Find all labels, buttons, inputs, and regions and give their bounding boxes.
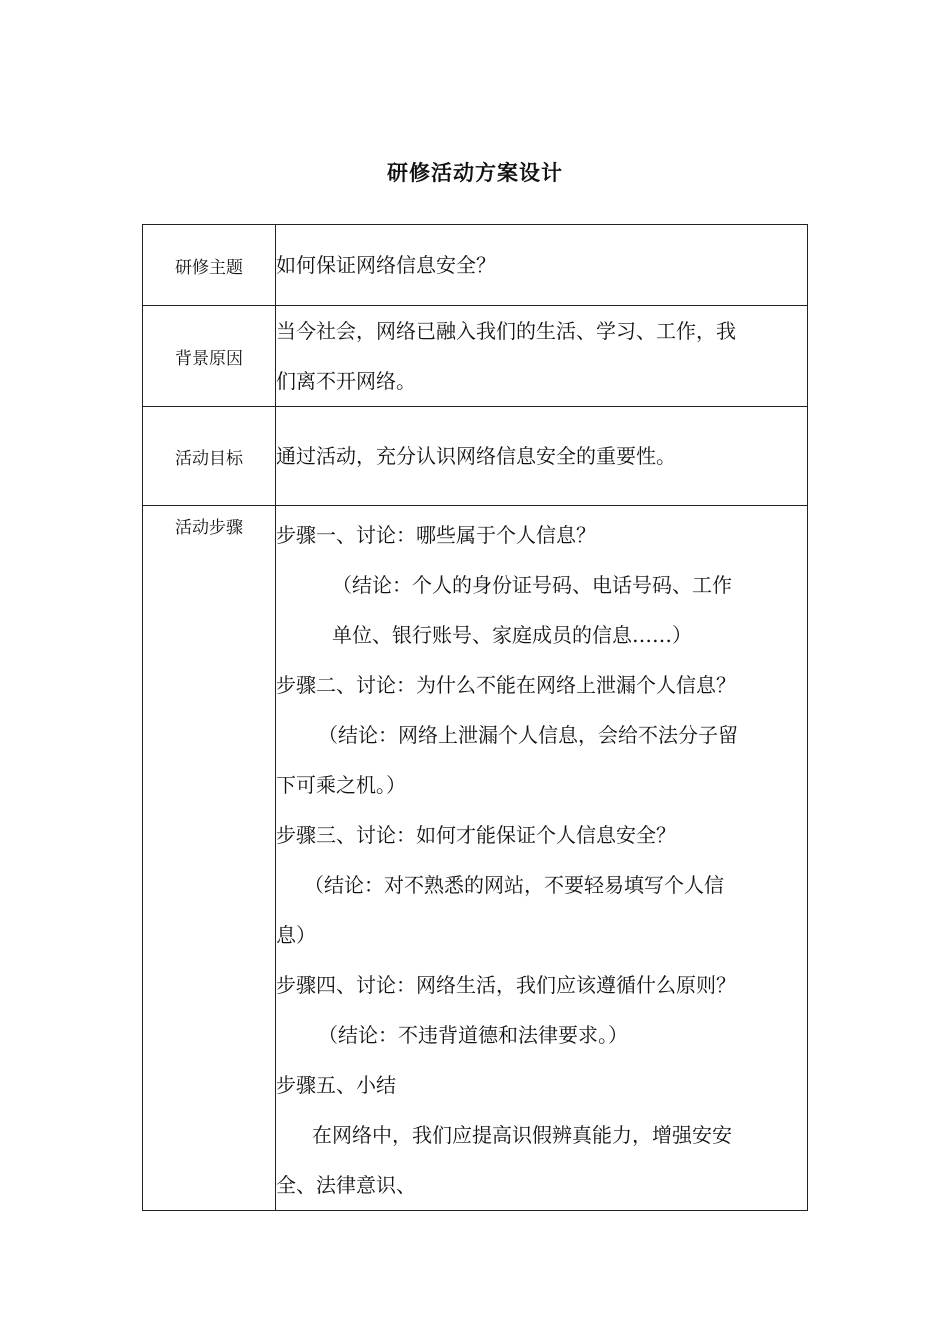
theme-text: 如何保证网络信息安全？: [276, 253, 496, 277]
summary-line-1: 在网络中，我们应提高识假辨真能力，增强安安: [312, 1123, 732, 1147]
step-3-conclusion-line-1: （结论：对不熟悉的网站，不要轻易填写个人信: [304, 873, 724, 897]
step-1-heading: 步骤一、讨论：哪些属于个人信息？: [276, 523, 596, 547]
step-4-conclusion: （结论：不违背道德和法律要求。）: [318, 1023, 628, 1047]
background-line-2: 们离不开网络。: [276, 369, 416, 393]
content-goal: [276, 407, 808, 506]
goal-text: 通过活动，充分认识网络信息安全的重要性。: [276, 444, 676, 468]
table-row-steps: [143, 506, 808, 1211]
label-theme: 研修主题: [143, 225, 276, 306]
content-steps: [276, 506, 808, 1211]
step-1-conclusion-line-2: 单位、银行账号、家庭成员的信息……）: [332, 623, 692, 647]
table-row-background: [143, 306, 808, 407]
label-background: 背景原因: [143, 306, 276, 407]
step-1-conclusion-line-1: （结论：个人的身份证号码、电话号码、工作: [332, 573, 732, 597]
table-row-goal: [143, 407, 808, 506]
content-background: [276, 306, 808, 407]
step-4-heading: 步骤四、讨论：网络生活，我们应该遵循什么原则？: [276, 973, 736, 997]
table-row-theme: [143, 225, 808, 306]
page-title: 研修活动方案设计: [387, 160, 563, 185]
label-steps: 活动步骤: [143, 506, 276, 1211]
step-2-conclusion-line-2: 下可乘之机。）: [276, 773, 406, 797]
step-3-conclusion-line-2: 息）: [276, 923, 316, 947]
activity-plan-table: [142, 224, 808, 1211]
summary-line-2: 全、法律意识、: [276, 1173, 416, 1197]
step-2-conclusion-line-1: （结论：网络上泄漏个人信息，会给不法分子留: [318, 723, 738, 747]
content-theme: [276, 225, 808, 306]
background-line-1: 当今社会，网络已融入我们的生活、学习、工作，我: [276, 319, 736, 343]
label-goal: 活动目标: [143, 407, 276, 506]
step-5-heading: 步骤五、小结: [276, 1073, 396, 1097]
step-3-heading: 步骤三、讨论：如何才能保证个人信息安全？: [276, 823, 676, 847]
step-2-heading: 步骤二、讨论：为什么不能在网络上泄漏个人信息？: [276, 673, 736, 697]
